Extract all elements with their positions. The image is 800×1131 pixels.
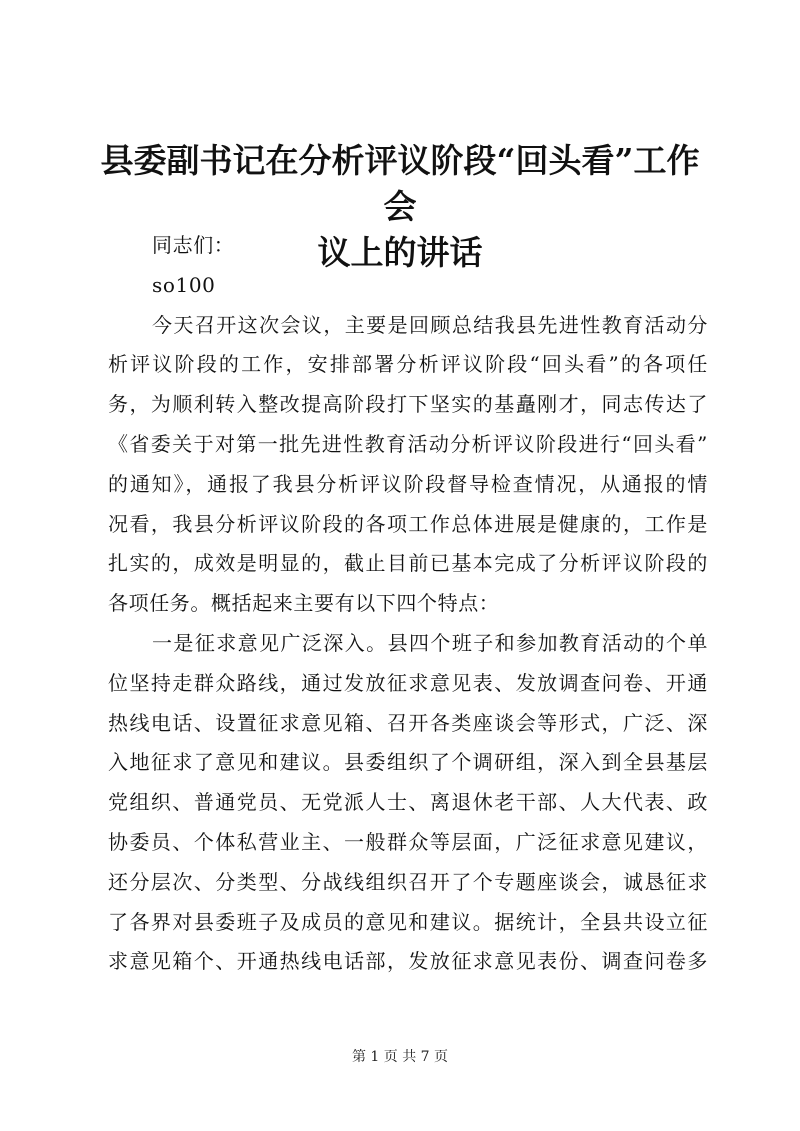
paragraph-line: 入地征求了意见和建议。县委组织了个调研组，深入到全县基层 [108,750,708,775]
paragraph-line: 还分层次、分类型、分战线组织召开了个专题座谈会，诚恳征求 [108,869,708,894]
paragraph-line: 党组织、普通党员、无党派人士、离退休老干部、人大代表、政 [108,790,708,815]
paragraph-line: 《省委关于对第一批先进性教育活动分析评议阶段进行“回头看” [108,431,708,456]
page-footer [0,1046,800,1066]
paragraph-line: 务，为顺利转入整改提高阶段打下坚实的基矗刚才，同志传达了 [108,392,708,417]
paragraph-line: 位坚持走群众路线，通过发放征求意见表、发放调查问卷、开通 [108,670,708,695]
page-number: 第 1 页 共 7 页 [351,1049,449,1065]
paragraph-line: 一是征求意见广泛深入。县四个班子和参加教育活动的个单 [152,630,708,655]
paragraph-line: 今天召开这次会议，主要是回顾总结我县先进性教育活动分 [152,312,708,337]
document-body [108,226,708,982]
paragraph-line: 的通知》，通报了我县分析评议阶段督导检查情况，从通报的情 [108,471,708,496]
paragraph-1 [108,306,708,624]
paragraph-line: 况看，我县分析评议阶段的各项工作总体进展是健康的，工作是 [108,511,708,536]
paragraph-line: 了各界对县委班子及成员的意见和建议。据统计，全县共设立征 [108,909,708,934]
paragraph-line: 协委员、个体私营业主、一般群众等层面，广泛征求意见建议， [108,829,708,854]
title-line: 议上的讲话 [317,233,483,272]
document-code: so100 [152,272,216,297]
paragraph-line: 热线电话、设置征求意见箱、召开各类座谈会等形式，广泛、深 [108,710,708,735]
paragraph-line: 各项任务。概括起来主要有以下四个特点： [108,591,500,616]
paragraph-line: 求意见箱个、开通热线电话部，发放征求意见表份、调查问卷多 [108,949,708,974]
paragraph-2 [108,624,708,982]
salutation: 同志们： [152,233,235,257]
paragraph-line: 析评议阶段的工作，安排部署分析评议阶段“回头看”的各项任 [108,352,708,377]
title-line: 县委副书记在分析评议阶段“回头看”工作会 [100,141,700,226]
paragraph-line: 扎实的，成效是明显的，截止目前已基本完成了分析评议阶段的 [108,551,708,576]
